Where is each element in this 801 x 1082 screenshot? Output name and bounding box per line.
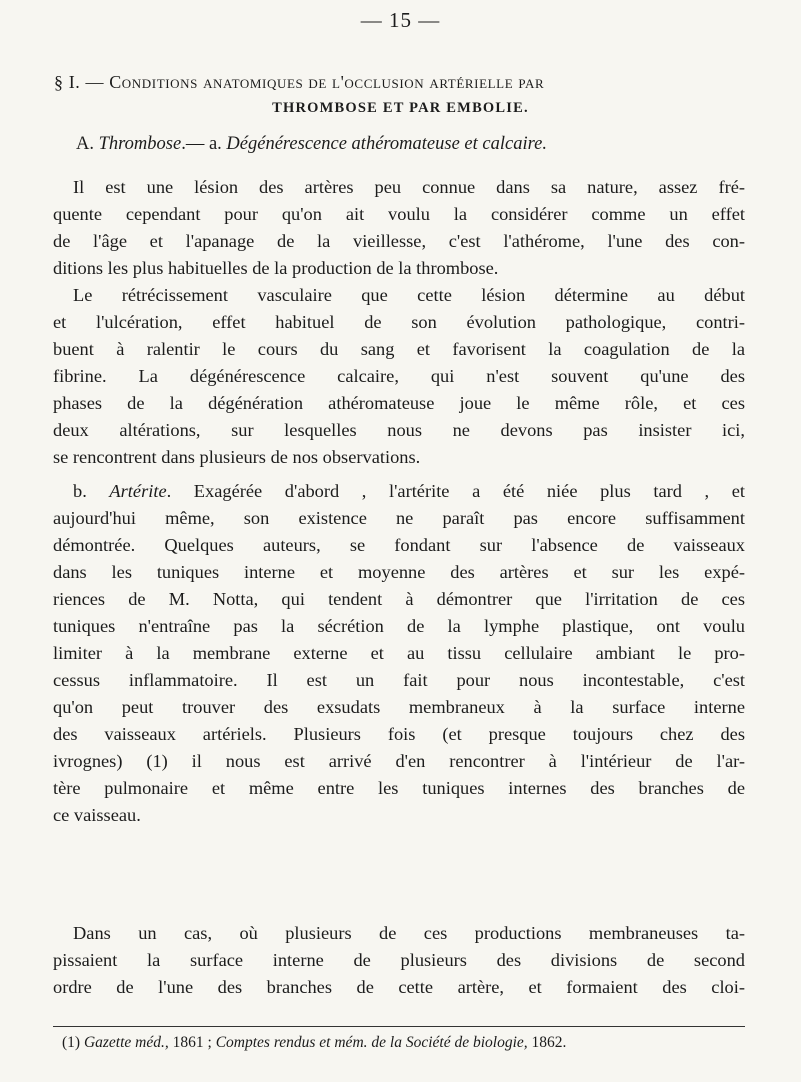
- text-line: des vaisseaux artériels. Plusieurs fois (et presque toujours chez des: [53, 724, 745, 744]
- text-line: cessus inflammatoire. Il est un fait pour nous incontestable, c'est: [53, 670, 745, 690]
- text-line: ce vaisseau.: [53, 805, 141, 825]
- subheading-title: Thrombose: [98, 134, 182, 154]
- text-line: tuniques n'entraîne pas la sécrétion de la lymphe plastique, ont voulu: [53, 616, 745, 636]
- footnote-source-1: Gazette méd.,: [83, 1034, 169, 1051]
- paragraph-athérome: [53, 174, 745, 471]
- text-line: ivrognes) (1) il nous est arrivé d'en rencontrer à l'intérieur de l'ar-: [53, 751, 745, 771]
- text-line: deux altérations, sur lesquelles nous ne devons pas insister ici,: [53, 420, 745, 440]
- text-line: pissaient la surface interne de plusieurs des divisions de second: [53, 950, 745, 970]
- section-heading: § I. — Conditions anatomiques de l'occlusion artérielle par: [54, 72, 545, 92]
- text-line: ordre de l'une des branches de cette artère, et formaient des cloi-: [53, 977, 745, 997]
- text-line: riences de M. Notta, qui tendent à démontrer que l'irritation de ces: [53, 589, 745, 609]
- subheading-prefix: A.: [76, 134, 99, 154]
- page-number: — 15 —: [360, 8, 441, 32]
- footnote-source-2: Comptes rendus et mém. de la Société de biologie,: [215, 1034, 528, 1051]
- paragraph-lead-title: Artérite: [109, 481, 167, 501]
- text-line: démontrée. Quelques auteurs, se fondant sur l'absence de vaisseaux: [53, 535, 745, 555]
- footnote-divider: [53, 1026, 745, 1027]
- text-line: buent à ralentir le cours du sang et favorisent la coagulation de la: [53, 339, 745, 359]
- text-line: dans les tuniques interne et moyenne des artères et sur les expé-: [53, 562, 745, 582]
- text-line: limiter à la membrane externe et au tissu cellulaire ambiant le pro-: [53, 643, 745, 663]
- text-line: et l'ulcération, effet habituel de son évolution pathologique, contri-: [53, 312, 745, 332]
- text-line: Il est une lésion des artères peu connue dans sa nature, assez fré-: [73, 177, 745, 197]
- text-line: quente cependant pour qu'on ait voulu la considérer comme un effet: [53, 204, 745, 224]
- paragraph-lead: b.: [73, 481, 110, 501]
- subheading: [76, 134, 547, 155]
- subheading-separator: .— a.: [181, 134, 227, 154]
- text-line: ditions les plus habituelles de la production de la thrombose.: [53, 258, 499, 278]
- footnote: [62, 1034, 752, 1052]
- text-line: fibrine. La dégénérescence calcaire, qui n'est souvent qu'une des: [53, 366, 745, 386]
- text-line: aujourd'hui même, son existence ne paraît pas encore suffisamment: [53, 508, 745, 528]
- footnote-year-2: 1862.: [527, 1034, 567, 1051]
- footnote-mark: (1): [62, 1034, 84, 1051]
- text-line: Le rétrécissement vasculaire que cette lésion détermine au début: [73, 285, 745, 305]
- text-line: de l'âge et l'apanage de la vieillesse, c'est l'athérome, l'une des con-: [53, 231, 745, 251]
- text-line: [53, 478, 745, 505]
- text-line: se rencontrent dans plusieurs de nos observations.: [53, 447, 421, 467]
- paragraph-cas: [53, 920, 745, 1001]
- text-line: Dans un cas, où plusieurs de ces productions membraneuses ta-: [73, 923, 745, 943]
- section-heading-continued: THROMBOSE ET PAR EMBOLIE.: [272, 100, 529, 116]
- paragraph-lead-rest: . Exagérée d'abord , l'artérite a été niée plus tard , et: [166, 481, 745, 501]
- text-line: phases de la dégénération athéromateuse joue le même rôle, et ces: [53, 393, 745, 413]
- text-line: qu'on peut trouver des exsudats membraneux à la surface interne: [53, 697, 745, 717]
- footnote-year-1: 1861 ;: [168, 1034, 216, 1051]
- subheading-subtitle: Dégénérescence athéromateuse et calcaire.: [226, 134, 547, 154]
- text-line: tère pulmonaire et même entre les tuniques internes des branches de: [53, 778, 745, 798]
- paragraph-arterite: [53, 478, 745, 829]
